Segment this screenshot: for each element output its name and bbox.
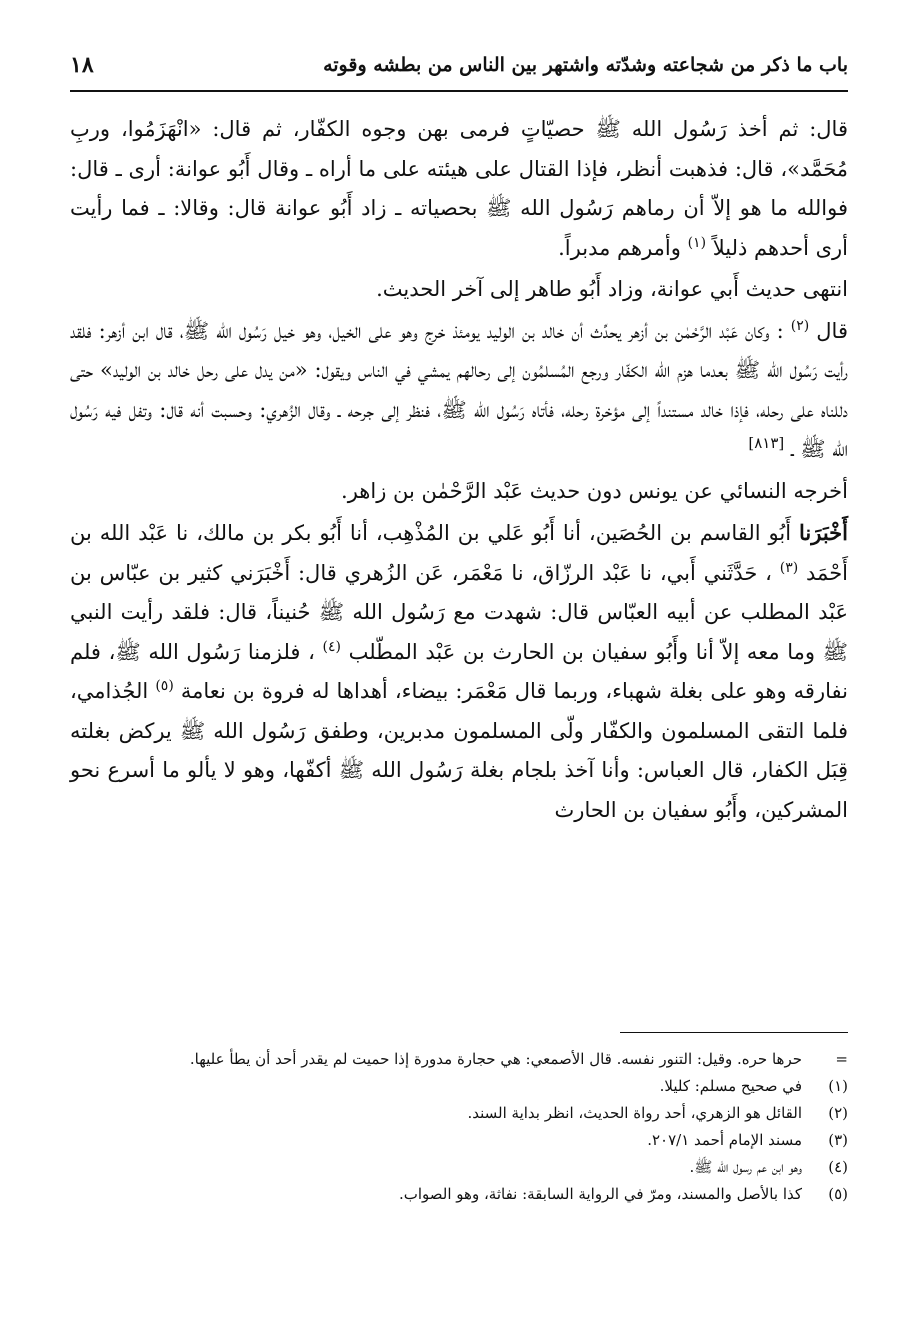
footnote-number: (٤) [828,1158,848,1176]
paragraph-4-text: أخرجه النسائي عن يونس دون حديث عَبْد الرَّحْمٰن بن زاهر. [341,478,848,503]
paragraph-5-text-a: أَبُو القاسم بن الحُصَين، أنا أَبُو عَلي بن المُذْهِب، أنا أَبُو بكر بن مالك، نا عَبْد الله بن أَحْمَد [70,521,849,585]
paragraph-5-text-b: ، حَدَّثَني أَبي، نا عَبْد الرزّاق، نا مَعْمَر، عَن الزُهري قال: أَخْبَرَني كثير بن عبّاس بن عَبْد المطلب عن أبيه العبّاس قال: شهدت مع رَسُول الله ﷺ حُنيناً، قال: فلقد رأيت النبي ﷺ وما معه إلاّ أنا وأَبُو سفيان بن الحارث بن عَبْد المطّلب [70,560,848,664]
page-number: ١٨ [70,52,94,78]
footnote-mark-4: (٤) [322,638,341,655]
paragraph-2-text: انتهى حديث أَبي عوانة، وزاد أَبُو طاهر إلى آخر الحديث. [376,277,848,301]
footnote-mark-5: (٥) [155,678,174,694]
paragraph-3-text: : وكان عَبْد الرَّحْمٰن بن أزهر يحدِّث أن خالد بن الوليد يومئذ خرج وهو على الخيل، وهو خيل رَسُول الله ﷺ، قال ابن أزهر: فلقد رأيت رَسُول الله ﷺ بعدما هزم الله الكفّار ورجع المُسلمُون إلى رحالهم يمشي في الناس ويقول: «من يدل على رحل خالد بن الوليد» حتى دللناه على رحله، فإذا خالد مستنداً إلى مؤخرة رحله، فأتاه رَسُول الله ﷺ، فنظر إلى جرحه ـ وقال الزُهري: وحسبت أنه قال: وتفل فيه رَسُول الله ﷺ ـ [70,318,848,461]
footnote-number: (٢) [828,1104,848,1122]
footnote-continued-text: حرها حره. وقيل: التنور نفسه. قال الأصمعي: هي حجارة مدورة إذا حميت لم يقدر أحد أن يطأ عليها. [189,1050,802,1068]
footnote-item [70,1181,848,1208]
footnote-text: القائل هو الزهري، أحد رواة الحديث، انظر بداية السند. [467,1104,802,1122]
paragraph-5-text-d: الجُذامي، فلما التقى المسلمون والكفّار ولّى المسلمون مدبرين، وطفق رَسُول الله ﷺ يركض بغلته قِبَل الكفار، قال العباس: وأنا آخذ بلجام بغلة رَسُول الله ﷺ أكفّها، وهو لا يألو ما أسرع نحو المشركين، وأَبُو سفيان بن الحارث [70,679,848,822]
paragraph-4 [70,472,848,512]
footnote-number: (١) [828,1077,848,1095]
chapter-title: باب ما ذكر من شجاعته وشدّته واشتهر بين الناس من بطشه وقوته [323,54,848,76]
footnote-mark-1: (١) [687,234,707,251]
footnote-item [70,1154,848,1181]
footnote-number: (٣) [828,1131,848,1149]
footnotes [70,1046,848,1208]
continuation-mark: = [835,1050,848,1068]
footnote-item [70,1127,848,1154]
footnote-mark-2: (٢) [790,317,810,334]
paragraph-5 [70,513,848,830]
main-text [70,110,848,830]
footnote-text: مسند الإمام أحمد ٢٠٧/١. [647,1131,802,1149]
paragraph-1-text: قال: ثم أخذ رَسُول الله ﷺ حصيّاتٍ فرمى بهن وجوه الكفّار، ثم قال: «انْهَزَمُوا، وربِ مُحَمَّد»، قال: فذهبت أنظر، فإذا القتال على هيئته على ما أراه ـ وقال أَبُو عوانة: أرى ـ قال: فوالله ما هو إلاّ أن رماهم رَسُول الله ﷺ بحصياته ـ زاد أَبُو عوانة قال: وقالا: ـ فما رأيت أرى أحدهم ذليلاً [70,117,848,260]
paragraph-2 [70,270,848,310]
paragraph-3 [70,312,848,470]
page-header [70,52,848,78]
paragraph-1-tail: وأمرهم مدبراً. [558,235,681,260]
header-rule [70,90,848,92]
footnote-mark-3: (٣) [779,559,799,576]
footnote-continued [70,1046,848,1073]
paragraph-5-lead: أَخْبَرَنا [799,520,848,545]
footnote-item [70,1100,848,1127]
footnote-text: وهو ابن عم رسول الله ﷺ. [689,1158,802,1176]
paragraph-5-text-c: ، فلزمنا رَسُول الله ﷺ، فلم نفارقه وهو على بغلة شهباء، وربما قال مَعْمَر: بيضاء، أهداها له فروة بن نعامة [70,639,848,703]
footnote-item [70,1073,848,1100]
hadith-reference: [٨١٣] [748,434,785,452]
paragraph-3-lead: قال [816,318,848,343]
paragraph-1 [70,110,848,268]
footnote-number: (٥) [828,1185,848,1203]
footnote-separator [620,1032,848,1033]
footnote-text: كذا بالأصل والمسند، ومرّ في الرواية السابقة: نفاثة، وهو الصواب. [398,1185,802,1203]
footnote-text: في صحيح مسلم: كليلا. [659,1077,802,1095]
